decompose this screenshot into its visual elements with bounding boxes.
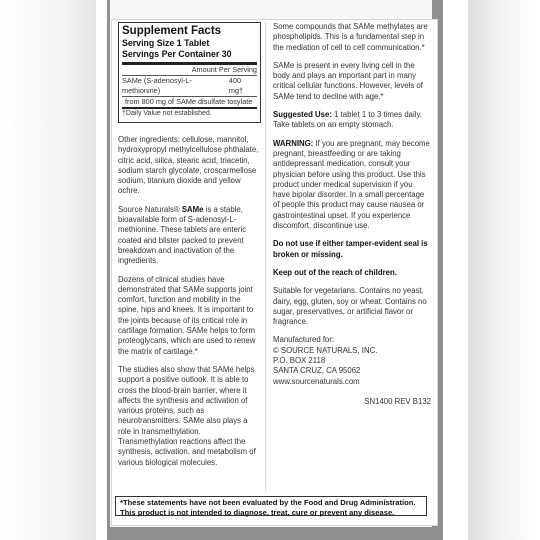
brand-description xyxy=(118,205,261,267)
children-warning: Keep out of the reach of children. xyxy=(273,267,397,277)
serving-size: Serving Size 1 Tablet xyxy=(122,38,210,48)
daily-value-note: †Daily Value not established. xyxy=(122,110,212,117)
other-ingredients: Other ingredients: cellulose, mannitol, hydroxypropyl methylcellulose phthalate, citric acid, silica, stearic acid, triacetin, sodium starch glycolate, croscarmellose sodium, titanium dioxide and yellow ochre. xyxy=(118,135,259,196)
ingredient-amount: 400 mg† xyxy=(228,76,244,95)
brand-rest: is a stable, bioavailable form of S-adenosyl-L-methionine. These tablets are enteric coated and blister packed to prevent breakdown and inactivation of the ingredients. xyxy=(118,204,247,266)
vegetarian-statement: Suitable for vegetarians. Contains no yeast, dairy, egg, gluten, soy or wheat. Contains no sugar, preservatives, or artificial flavor or fragrance. xyxy=(273,286,427,327)
brand-product: SAMe xyxy=(181,204,204,214)
brand-intro: Source Naturals® xyxy=(118,204,180,214)
ingredient-source: from 800 mg of SAMe disulfate tosylate xyxy=(122,97,257,109)
manufacturer-label: Manufactured for: xyxy=(273,335,335,345)
methylation-text: Some compounds that SAMe methylates are phospholipids. This is a fundamental step in the mediation of cell to cell communication.* xyxy=(273,22,428,52)
amount-header-row xyxy=(122,65,257,76)
cellular-text: SAMe is present in every living cell in the body and plays an important part in many critical cellular functions. However, levels of SAMe tend to decline with age.* xyxy=(273,60,423,101)
studies-joint-text: Dozens of clinical studies have demonstrated that SAMe supports joint comfort, function and mobility in the spine, hips and knees. It is important to the joints because of its critical role in cartilage formation. SAMe helps to form proteoglycans, which are used to renew the matrix of cartilage.* xyxy=(118,274,256,356)
suggested-use xyxy=(273,110,431,131)
manufacturer-website: www.sourcenaturals.com xyxy=(273,376,360,386)
manufacturer-name: © SOURCE NATURALS, INC. xyxy=(273,345,378,355)
manufacturer-block xyxy=(273,335,431,386)
disclaimer-line-1: *These statements have not been evaluated by the Food and Drug Administration. xyxy=(120,498,416,507)
amount-header: Amount Per Serving xyxy=(191,65,257,74)
ingredient-row xyxy=(122,76,257,97)
studies-outlook-text: The studies also show that SAMe helps support a positive outlook. It is able to cross the blood-brain barrier, where it affects the synthesis and activation of various proteins, such as neurotransmitters. SAMe also plays a role in transmethylation. Transmethylation reactions affect the synthesis, activation, and metabolism of various biological molecules. xyxy=(118,364,256,467)
tamper-warning: Do not use if either tamper-evident seal is broken or missing. xyxy=(273,239,428,259)
servings-per-container: Servings Per Container 30 xyxy=(122,49,232,59)
column-divider xyxy=(265,22,266,492)
warning-label: WARNING: xyxy=(273,138,314,148)
label-right-column xyxy=(273,22,431,407)
sn-code: SN1400 REV B132 xyxy=(364,396,431,406)
supplement-facts-title: Supplement Facts xyxy=(122,25,222,37)
disclaimer-line-2: This product is not intended to diagnose, treat, cure or prevent any disease. xyxy=(120,507,395,517)
manufacturer-address-2: SANTA CRUZ, CA 95062 xyxy=(273,366,361,376)
manufacturer-address-1: P.O. BOX 2118 xyxy=(273,356,326,366)
fda-disclaimer xyxy=(115,496,427,516)
warning xyxy=(273,139,431,232)
ingredient-name: SAMe (S-adenosyl-L-methionine) xyxy=(122,76,192,95)
warning-text: If you are pregnant, may become pregnant, breastfeeding or are taking antidepressant medication, consult your physician before using this product. Use this product under medical supervision if you have bipolar disorder. In a small percentage of people this product may cause nausea or gastrointestinal upset. If you experience discomfort, discontinue use. xyxy=(273,138,430,231)
suggested-use-label: Suggested Use: xyxy=(273,110,332,120)
label-left-column xyxy=(118,22,261,476)
box-side-right xyxy=(468,0,540,540)
supplement-facts-panel xyxy=(118,22,261,123)
box-side-left xyxy=(0,0,96,540)
suggested-use-text: 1 tablet 1 to 3 times daily. Take tablets on an empty stomach. xyxy=(273,110,422,130)
